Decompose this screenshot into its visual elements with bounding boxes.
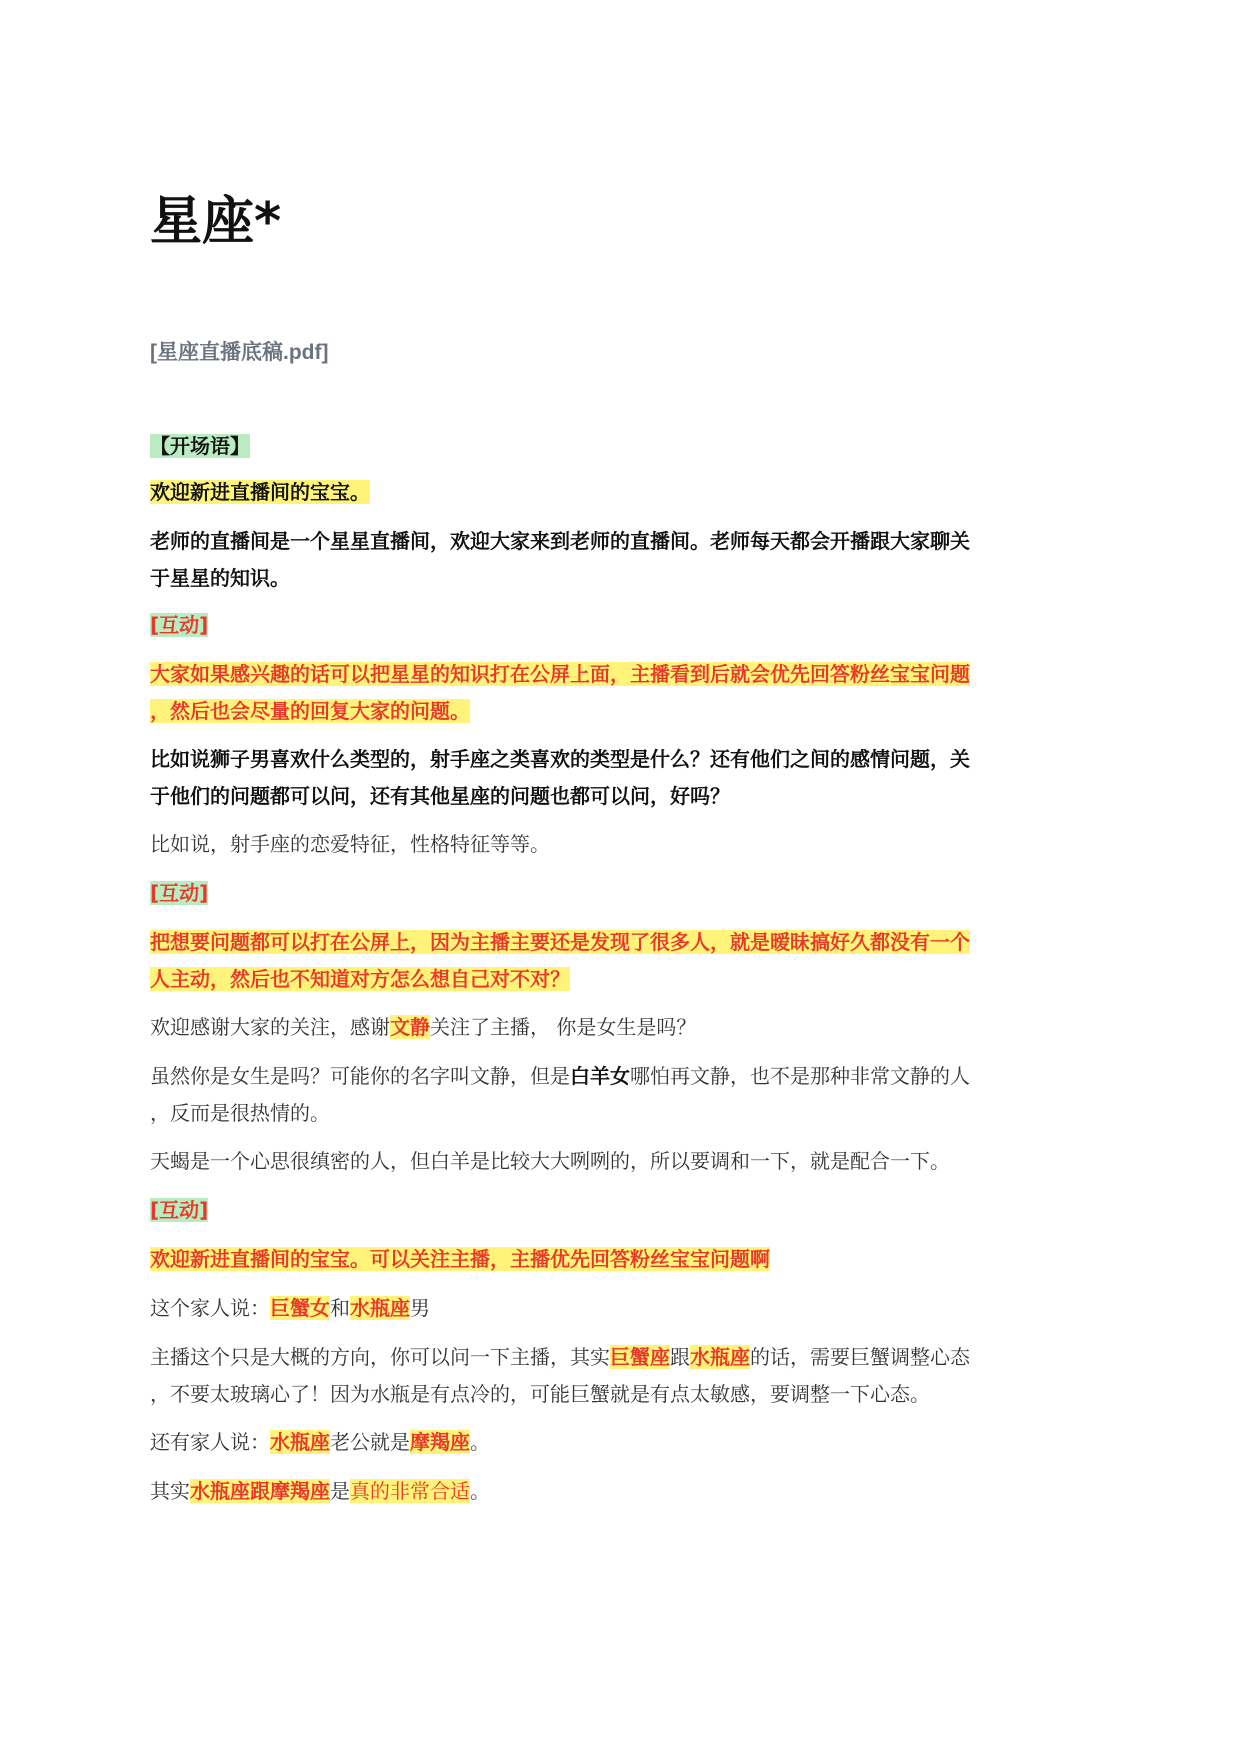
paragraph-thanks: 欢迎感谢大家的关注，感谢文静关注了主播， 你是女生是吗？ — [150, 1015, 697, 1039]
paragraph-intro: 老师的直播间是一个星星直播间，欢迎大家来到老师的直播间。老师每天都会开播跟大家聊关 于星星的知识。 — [150, 529, 970, 590]
paragraph-example-traits: 比如说，射手座的恋爱特征，性格特征等等。 — [150, 832, 550, 856]
interaction-label-1: [互动] — [150, 613, 209, 637]
page-title: 星座* — [150, 192, 282, 252]
paragraph-interaction-1: 大家如果感兴趣的话可以把星星的知识打在公屏上面，主播看到后就会优先回答粉丝宝宝问题 ，然后也会尽量的回复大家的问题。 — [150, 662, 970, 723]
paragraph-compatibility: 其实水瓶座跟摩羯座是真的非常合适。 — [150, 1479, 490, 1503]
opening-label: 【开场语】 — [150, 434, 250, 458]
paragraph-cancer-advice: 主播这个只是大概的方向，你可以问一下主播，其实巨蟹座跟水瓶座的话，需要巨蟹调整心态 ，不要太玻璃心了！因为水瓶是有点冷的，可能巨蟹就是有点太敏感，要调整一下心态。 — [150, 1345, 970, 1406]
section-opening — [150, 428, 1090, 465]
paragraph-interaction-3: 欢迎新进直播间的宝宝。可以关注主播，主播优先回答粉丝宝宝问题啊 — [150, 1247, 770, 1271]
paragraph-examples: 比如说狮子男喜欢什么类型的，射手座之类喜欢的类型是什么？还有他们之间的感情问题，关 于他们的问题都可以问，还有其他星座的问题也都可以问，好吗？ — [150, 747, 970, 808]
paragraph-welcome: 欢迎新进直播间的宝宝。 — [150, 480, 370, 504]
paragraph-interaction-2: 把想要问题都可以打在公屏上，因为主播主要还是发现了很多人，就是暧昧搞好久都没有一个 人主动，然后也不知道对方怎么想自己对不对？ — [150, 930, 970, 991]
interaction-label-2: [互动] — [150, 881, 209, 905]
pdf-attachment-link[interactable]: [星座直播底稿.pdf] — [150, 341, 329, 364]
interaction-label-3: [互动] — [150, 1198, 209, 1222]
paragraph-aries: 虽然你是女生是吗？可能你的名字叫文静，但是白羊女哪怕再文静，也不是那种非常文静的人 ，反而是很热情的。 — [150, 1064, 970, 1125]
paragraph-cancer-aquarius: 这个家人说：巨蟹女和水瓶座男 — [150, 1296, 430, 1320]
paragraph-aquarius-capricorn: 还有家人说：水瓶座老公就是摩羯座。 — [150, 1430, 490, 1454]
paragraph-scorpio: 天蝎是一个心思很缜密的人，但白羊是比较大大咧咧的，所以要调和一下，就是配合一下。 — [150, 1149, 950, 1173]
